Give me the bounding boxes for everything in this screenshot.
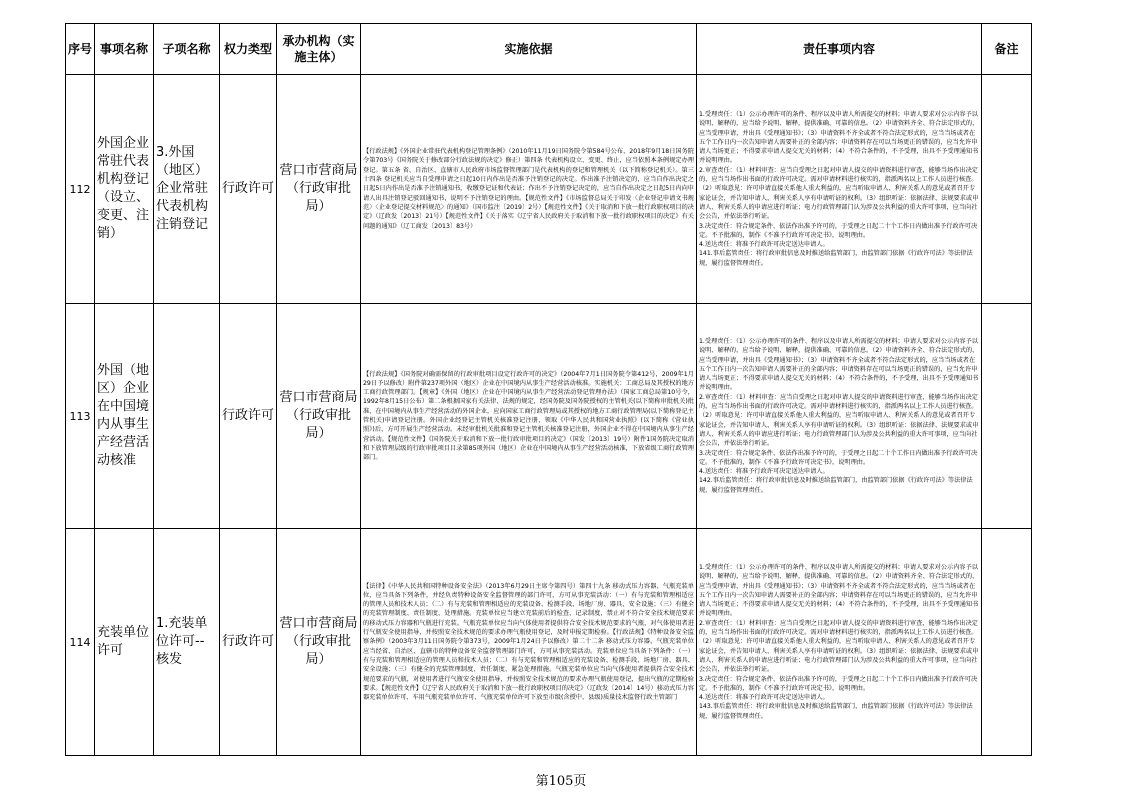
resp-para: 141.事后监管责任：将行政审批信息及时推送给监管部门，由监管部门依据《行政许可法》等法律法规，履行监督管理责任。 bbox=[699, 250, 973, 267]
row-agency: 营口市营商局（行政审批局） bbox=[277, 304, 361, 529]
resp-para: 1.受理责任：（1）公示办理许可的条件、程序以及申请人所需提交的材料；申请人要求对公示内容予以说明、解释的，应当给予说明、解释，提供准确、可靠的信息。（2）申请资料齐全、符合法定形式的，应当受理申请，并出具《受理通知书》；（3）申请资料不齐全或者不符合法定形式的，应当当场或者在五个工作日内一次告知申请人需要补正的全部内容；申请资料存在可以当场更正的错误的，应当允许申请人当场更正；不得要求申请人提交无关的材料；（4）不符合条件的，不予受理，出具不予受理通知书并说明理由。 bbox=[699, 110, 979, 165]
row-basis: 【行政法规】《外国企业常驻代表机构登记管理条例》（2010年11月19日国务院令第584号公布，2018年9月18日国务院令第703号《国务院关于修改部分行政法规的决定》修正）第四条 代表机构设立、变更、终止，应当依照本条例规定办理登记。第五条 省、自治区、直辖市人民政府市场监督管理部门是代表机构的登记和管理机关（以下简称登记机关）。第三十四条 登记机关应当自受理申请之日起10日内作出是否准予注销登记的决定。作出准予注销决定的，应当自作出决定之日起5日内作出是否准予注销通知书，收缴登记证和代表证；作出不予注销登记决定的，应当自作出决定之日起5日内向申请人出具注销登记驳回通知书，说明不予注销登记的理由。【规范性文件】《市场监督总局关于印发〈企业登记申请文书规范〉〈企业登记提交材料规范〉的通知》（国市监注〔2019〕2号）【规范性文件】《关于取消和下放一批行政职权项目的决定》（辽政发〔2013〕21号）【规范性文件】《关于落实《辽宁省人民政府关于取消和下放一批行政职权项目的决定》有关问题的通知》（辽工商发〔2013〕83号） bbox=[361, 75, 697, 304]
permission-table bbox=[65, 23, 1032, 756]
row-agency: 营口市营商局（行政审批局） bbox=[277, 75, 361, 304]
row-basis: 【法律】《中华人民共和国特种设备安全法》（2013年6月29日主席令第四号）第四十九条 移动式压力容器、气瓶充装单位，应当具备下列条件，并经负责特种设备安全监督管理的部门许可，方可从事充装活动：（一）有与充装和管理相适应的管理人员和技术人员；（二）有与充装和管理相适应的充装设备、检测手段、场地厂房、器具、安全设施；（三）有健全的充装管理制度、责任制度、处理措施。充装单位应当建立充装前后的检查、记录制度，禁止对不符合安全技术规范要求的移动式压力容器和气瓶进行充装。气瓶充装单位应当向气体使用者提供符合安全技术规范要求的气瓶，对气体使用者进行气瓶安全使用指导，并按照安全技术规范的要求办理气瓶使用登记，及时申报定期检验。【行政法规】《特种设备安全监察条例》（2003年3月11日国务院令第373号，2009年1月24日予以修改）第二十二条 移动式压力容器、气瓶充装单位应当经省、自治区、直辖市的特种设备安全监督管理部门许可，方可从事充装活动。充装单位应当具备下列条件：（一）有与充装和管理相适应的管理人员和技术人员；（二）有与充装和管理相适应的充装设备、检测手段、场地厂房、器具、安全设施；（三）有健全的充装管理制度、责任制度、紧急处理措施。气瓶充装单位应当向气体使用者提供符合安全技术规范要求的气瓶，对使用者进行气瓶安全使用指导，并按照安全技术规范的要求办理气瓶使用登记，提出气瓶的定期检验要求。【规范性文件】《辽宁省人民政府关于取消和下放一批行政职权项目的决定》（辽政发〔2014〕14号）移动式压力容器充装单位许可、车用气瓶充装单位许可、气瓶充装单位许可下放至市级(含授中、县级)质量技术监督行政主管部门 bbox=[361, 529, 697, 756]
header-item-name: 事项名称 bbox=[95, 24, 154, 75]
resp-para: 143.事后监管责任：将行政审批信息及时推送给监管部门，由监管部门依据《行政许可法》等法律法规，履行监督管理责任。 bbox=[699, 703, 973, 720]
header-responsibility: 责任事项内容 bbox=[697, 24, 982, 75]
row-sub-name: 3.外国（地区）企业常驻代表机构注销登记 bbox=[154, 75, 220, 304]
row-item-name: 外国企业常驻代表机构登记（设立、变更、注销） bbox=[95, 75, 154, 304]
resp-para: 2.审查责任：（1）材料审查：应当自受理之日起对申请人提交的申请资料进行审查，能够当场作出决定的，应当当场作出书面的行政许可决定。需对申请材料进行核实的，指派两名以上工作人员进行核查。（2）听取意见：许可申请直接关系他人重大利益的，应当听取申请人、利害关系人的意见或者召开专家论证会，并告知申请人、利害关系人享有申请听证的权利。（3）组织听证：依据法律、法规要求或申请人、利害关系人的申请应进行听证；电力行政管理部门认为涉及公共利益的重大许可事项，应当向社会公告，并依法举行听证。 bbox=[699, 619, 979, 674]
row-agency: 营口市营商局（行政审批局） bbox=[277, 529, 361, 756]
resp-para: 1.受理责任：（1）公示办理许可的条件、程序以及申请人所需提交的材料；申请人要求对公示内容予以说明、解释的，应当给予说明、解释，提供准确、可靠的信息。（2）申请资料齐全、符合法定形式的，应当受理申请，并出具《受理通知书》；（3）申请资料不齐全或者不符合法定形式的，应当当场或者在五个工作日内一次告知申请人需要补正的全部内容；申请资料存在可以当场更正的错误的，应当允许申请人当场更正；不得要求申请人提交无关的材料；（4）不符合条件的，不予受理，出具不予受理通知书并说明理由。 bbox=[699, 337, 979, 392]
resp-para: 2.审查责任：（1）材料审查：应当自受理之日起对申请人提交的申请资料进行审查，能够当场作出决定的，应当当场作出书面的行政许可决定。需对申请材料进行核实的，指派两名以上工作人员进行核查。（2）听取意见：许可申请直接关系他人重大利益的，应当听取申请人、利害关系人的意见或者召开专家论证会，并告知申请人、利害关系人享有申请听证的权利。（3）组织听证：依据法律、法规要求或申请人、利害关系人的申请应进行听证；电力行政管理部门认为涉及公共利益的重大许可事项，应当向社会公告，并依法举行听证。 bbox=[699, 166, 979, 221]
table-row bbox=[66, 529, 1032, 756]
row-seq: 112 bbox=[66, 75, 95, 304]
header-sub-name: 子项名称 bbox=[154, 24, 220, 75]
row-remarks bbox=[982, 529, 1032, 756]
header-remarks: 备注 bbox=[982, 24, 1032, 75]
row-item-name: 外国（地区）企业在中国境内从事生产经营活动核准 bbox=[95, 304, 154, 529]
resp-para: 4.送达责任：将准予行政许可决定送达申请人。 bbox=[699, 241, 829, 249]
row-responsibility bbox=[697, 529, 982, 756]
table-row bbox=[66, 75, 1032, 304]
row-power-type: 行政许可 bbox=[220, 529, 277, 756]
row-sub-name bbox=[154, 304, 220, 529]
table-row bbox=[66, 304, 1032, 529]
header-agency: 承办机构（实施主体） bbox=[277, 24, 361, 75]
header-basis: 实施依据 bbox=[361, 24, 697, 75]
resp-para: 142.事后监管责任：将行政审批信息及时推送给监管部门，由监管部门依据《行政许可法》等法律法规，履行监督管理责任。 bbox=[699, 477, 973, 494]
row-power-type: 行政许可 bbox=[220, 75, 277, 304]
row-power-type: 行政许可 bbox=[220, 304, 277, 529]
resp-para: 4.送达责任：将准予行政许可决定送达申请人。 bbox=[699, 694, 829, 702]
row-responsibility bbox=[697, 304, 982, 529]
row-remarks bbox=[982, 75, 1032, 304]
header-row bbox=[66, 24, 1032, 75]
resp-para: 4.送达责任：将准予行政许可决定送达申请人。 bbox=[699, 468, 829, 476]
row-seq: 114 bbox=[66, 529, 95, 756]
row-basis: 【行政法规】《国务院对确需保留的行政审批项目设定行政许可的决定》（2004年7月1日国务院令第412号，2009年1月29日予以修改）附件第237项外国（地区）企业在中国境内从事生产经营活动核准。实施机关：工商总局及其授权的地方工商行政管理部门。【规章】《外国（地区）企业在中国境内从事生产经营活动登记管理办法》（国家工商总局第10号令，1992年8月15日公布）第二条根据国家有关法律、法规的规定，经国务院及国务院授权的主管机关(以下简称审批机关)批准，在中国境内从事生产经营活动的外国企业，应向国家工商行政管理局或其授权的地方工商行政管理局(以下简称登记主管机关)申请登记注册。外国企业经登记主管机关核准登记注册，领取《中华人民共和国营业执照》(以下简称《营业执照》)后，方可开展生产经营活动。未经审批机关批准和登记主管机关核准登记注册，外国企业不得在中国境内从事生产经营活动。【规范性文件】《国务院关于取消和下放一批行政审批项目的决定》（国发〔2013〕19号）附件1国务院决定取消和下放管理层级的行政审批项目目录第85项外国（地区）企业在中国境内从事生产经营活动核准，下放省级工商行政管理部门。 bbox=[361, 304, 697, 529]
resp-para: 3.决定责任：符合规定条件、依法作出准予许可的，于受理之日起二十个工作日内做出准予行政许可决定。不予批准的，制作《不准予行政许可决定书》，说明理由。 bbox=[699, 675, 978, 692]
row-responsibility bbox=[697, 75, 982, 304]
page-number: 第105页 bbox=[535, 774, 587, 789]
resp-para: 1.受理责任：（1）公示办理许可的条件、程序以及申请人所需提交的材料；申请人要求对公示内容予以说明、解释的，应当给予说明、解释，提供准确、可靠的信息。（2）申请资料齐全、符合法定形式的，应当受理申请，并出具《受理通知书》；（3）申请资料不齐全或者不符合法定形式的，应当当场或者在五个工作日内一次告知申请人需要补正的全部内容；申请资料存在可以当场更正的错误的，应当允许申请人当场更正；不得要求申请人提交无关的材料；（4）不符合条件的，不予受理，出具不予受理通知书并说明理由。 bbox=[699, 563, 979, 618]
row-sub-name: 1.充装单位许可--核发 bbox=[154, 529, 220, 756]
row-remarks bbox=[982, 304, 1032, 529]
row-item-name: 充装单位许可 bbox=[95, 529, 154, 756]
header-power-type: 权力类型 bbox=[220, 24, 277, 75]
row-seq: 113 bbox=[66, 304, 95, 529]
resp-para: 3.决定责任：符合规定条件、依法作出准予许可的，于受理之日起二十个工作日内做出准予行政许可决定。不予批准的，制作《不准予行政许可决定书》，说明理由。 bbox=[699, 222, 978, 239]
resp-para: 3.决定责任：符合规定条件、依法作出准予许可的，于受理之日起二十个工作日内做出准予行政许可决定。不予批准的，制作《不准予行政许可决定书》，说明理由。 bbox=[699, 449, 978, 466]
resp-para: 2.审查责任：（1）材料审查：应当自受理之日起对申请人提交的申请资料进行审查，能够当场作出决定的，应当当场作出书面的行政许可决定。需对申请材料进行核实的，指派两名以上工作人员进行核查。（2）听取意见：许可申请直接关系他人重大利益的，应当听取申请人、利害关系人的意见或者召开专家论证会，并告知申请人、利害关系人享有申请听证的权利。（3）组织听证：依据法律、法规要求或申请人、利害关系人的申请应进行听证；电力行政管理部门认为涉及公共利益的重大许可事项，应当向社会公告，并依法举行听证。 bbox=[699, 393, 979, 448]
header-seq: 序号 bbox=[66, 24, 95, 75]
